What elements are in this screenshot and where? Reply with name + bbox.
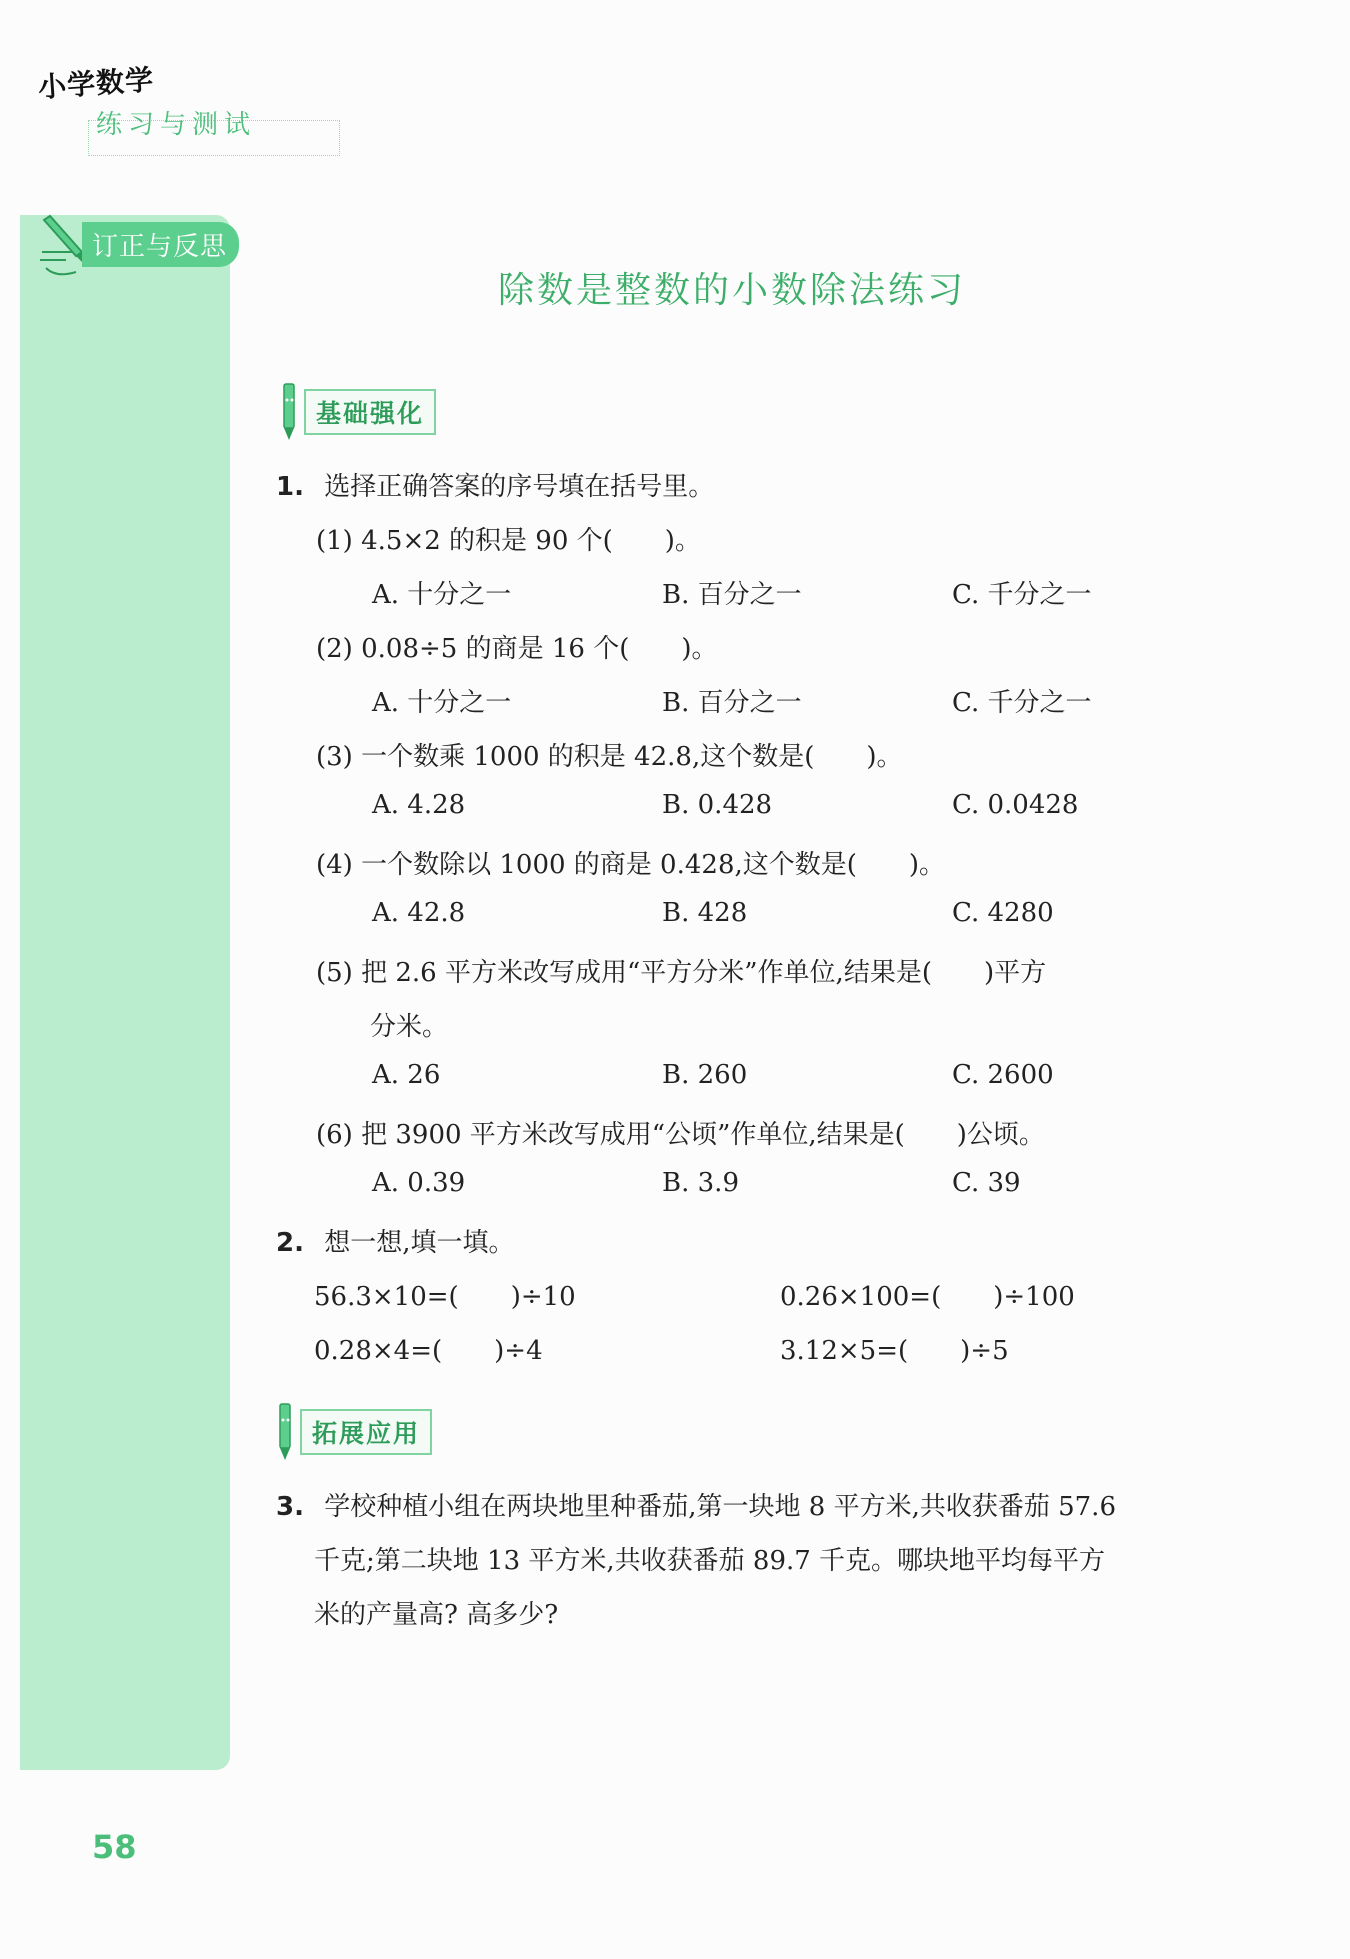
question-3 bbox=[276, 1486, 1116, 1523]
page-number: 58 bbox=[92, 1828, 137, 1866]
option-c[interactable]: C. 39 bbox=[952, 1168, 1021, 1198]
option-b[interactable]: B. 0.428 bbox=[662, 790, 773, 820]
section-label: 拓展应用 bbox=[300, 1409, 432, 1455]
option-a[interactable]: A. 26 bbox=[372, 1060, 441, 1090]
question-text-line: 学校种植小组在两块地里种番茄,第一块地 8 平方米,共收获番茄 57.6 bbox=[324, 1492, 1116, 1522]
option-c[interactable]: C. 4280 bbox=[952, 898, 1054, 928]
question-text-line: 米的产量高? 高多少? bbox=[314, 1600, 559, 1630]
fill-blank-equation[interactable]: 0.28×4=( )÷4 bbox=[314, 1336, 543, 1366]
question-1-6-stem: (6) 把 3900 平方米改写成用“公顷”作单位,结果是( )公顷。 bbox=[316, 1120, 1045, 1150]
option-b[interactable]: B. 百分之一 bbox=[662, 580, 802, 610]
question-number: 1. bbox=[276, 472, 304, 502]
question-2 bbox=[276, 1222, 515, 1259]
option-b[interactable]: B. 百分之一 bbox=[662, 688, 802, 718]
question-number: 2. bbox=[276, 1228, 304, 1258]
question-1 bbox=[276, 466, 714, 503]
option-b[interactable]: B. 260 bbox=[662, 1060, 748, 1090]
option-a[interactable]: A. 42.8 bbox=[372, 898, 466, 928]
question-1-5-stem-cont: 分米。 bbox=[370, 1012, 449, 1042]
correction-sidebar bbox=[20, 215, 230, 1770]
question-1-4-stem: (4) 一个数除以 1000 的商是 0.428,这个数是( )。 bbox=[316, 850, 946, 880]
question-1-1-stem: (1) 4.5×2 的积是 90 个( )。 bbox=[316, 526, 701, 556]
pencil-icon bbox=[278, 382, 300, 442]
option-c[interactable]: C. 千分之一 bbox=[952, 688, 1092, 718]
section-label: 基础强化 bbox=[304, 389, 436, 435]
option-a[interactable]: A. 4.28 bbox=[372, 790, 466, 820]
section-extension bbox=[274, 1412, 432, 1452]
option-b[interactable]: B. 428 bbox=[662, 898, 748, 928]
fill-blank-equation[interactable]: 56.3×10=( )÷10 bbox=[314, 1282, 576, 1312]
page-title: 除数是整数的小数除法练习 bbox=[498, 270, 967, 311]
option-a[interactable]: A. 十分之一 bbox=[372, 580, 512, 610]
question-text: 想一想,填一填。 bbox=[324, 1228, 515, 1258]
question-text: 选择正确答案的序号填在括号里。 bbox=[324, 472, 715, 502]
option-c[interactable]: C. 千分之一 bbox=[952, 580, 1092, 610]
option-c[interactable]: C. 0.0428 bbox=[952, 790, 1079, 820]
pencil-icon bbox=[274, 1402, 296, 1462]
fill-blank-equation[interactable]: 0.26×100=( )÷100 bbox=[780, 1282, 1075, 1312]
option-c[interactable]: C. 2600 bbox=[952, 1060, 1054, 1090]
question-1-3-stem: (3) 一个数乘 1000 的积是 42.8,这个数是( )。 bbox=[316, 742, 903, 772]
question-number: 3. bbox=[276, 1492, 304, 1522]
option-a[interactable]: A. 0.39 bbox=[372, 1168, 466, 1198]
sidebar-label: 订正与反思 bbox=[82, 222, 239, 267]
question-1-5-stem: (5) 把 2.6 平方米改写成用“平方分米”作单位,结果是( )平方 bbox=[316, 958, 1047, 988]
fill-blank-equation[interactable]: 3.12×5=( )÷5 bbox=[780, 1336, 1009, 1366]
section-basic bbox=[278, 392, 436, 432]
option-a[interactable]: A. 十分之一 bbox=[372, 688, 512, 718]
brand-title: 小学数学 bbox=[37, 62, 156, 105]
option-b[interactable]: B. 3.9 bbox=[662, 1168, 739, 1198]
question-text-line: 千克;第二块地 13 平方米,共收获番茄 89.7 千克。哪块地平均每平方 bbox=[314, 1546, 1106, 1576]
question-1-2-stem: (2) 0.08÷5 的商是 16 个( )。 bbox=[316, 634, 718, 664]
brand-subtitle: 练习与测试 bbox=[96, 110, 257, 140]
